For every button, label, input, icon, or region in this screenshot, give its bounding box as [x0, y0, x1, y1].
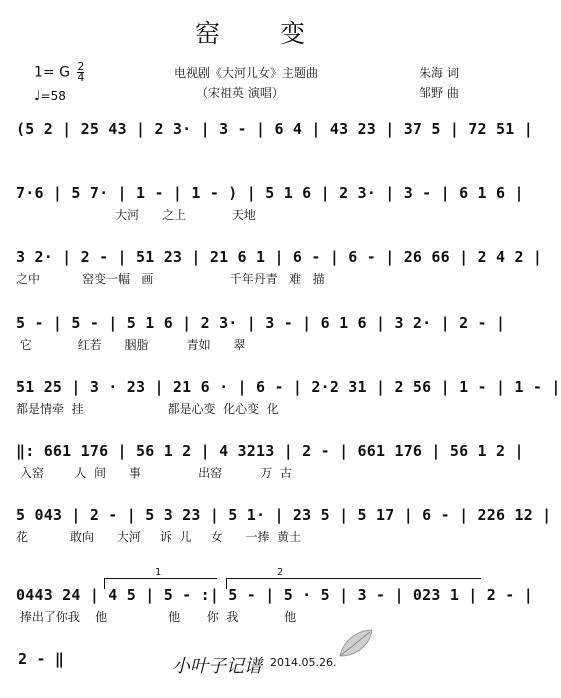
notation: 5 043 | 2 - | 5 3 23 | 5 1· | 23 5 | 5 17 | 6 - | 226 12 | — [16, 506, 552, 524]
lyrics: 花 敢向 大河 诉 儿 女 一捧 黄土 — [16, 530, 302, 544]
staff-line-8 — [16, 584, 533, 634]
key-label: 1= G — [34, 64, 70, 81]
composer-credit: 邹野 曲 — [419, 86, 459, 100]
staff-line-2 — [16, 182, 524, 232]
staff-line-1 — [16, 118, 533, 168]
lyrics: 大河 之上 天地 — [16, 208, 256, 222]
singer-credit: （宋祖英 演唱） — [196, 86, 284, 100]
lyrics: 入窑 人 间 事 出窑 万 古 — [16, 466, 292, 480]
staff-line-3 — [16, 246, 543, 296]
notation: 7·6 | 5 7· | 1 - | 1 - ) | 5 1 6 | 2 3· | 3 - | 6 1 6 | — [16, 184, 524, 202]
quarter-note-icon: ♩ — [34, 88, 41, 104]
first-ending-label: 1 — [155, 567, 162, 578]
second-ending-label: 2 — [277, 567, 284, 578]
leaf-icon — [336, 626, 376, 662]
tempo-value: =58 — [40, 89, 66, 103]
transcriber-signature: 小叶子记谱 — [172, 656, 262, 677]
notation: 3 2· | 2 - | 51 23 | 21 6 1 | 6 - | 6 - | 26 66 | 2 4 2 | — [16, 248, 543, 266]
time-unit: 4 — [77, 71, 85, 84]
lyrics: 捧出了你我 他 他 你 我 他 — [16, 610, 297, 624]
lyrics: 之中 窑变一幅 画 千年丹青 难 描 — [16, 272, 325, 286]
lyrics — [16, 142, 486, 160]
staff-line-7 — [16, 504, 552, 554]
subtitle: 电视剧《大河儿女》主题曲 — [174, 66, 319, 80]
staff-line-6 — [16, 440, 524, 490]
notation: 2 - ‖ — [18, 650, 65, 668]
transcription-date: 2014.05.26. — [270, 656, 337, 669]
key-signature — [34, 62, 84, 83]
lyrics: 它 红若 胭脂 青如 翠 — [16, 338, 246, 352]
staff-line-4 — [16, 312, 506, 362]
lyricist-credit: 朱海 词 — [419, 66, 459, 80]
notation: 51 25 | 3 · 23 | 21 6 · | 6 - | 2·2 31 | 2 56 | 1 - | 1 - | — [16, 378, 561, 396]
notation: (5 2 | 25 43 | 2 3· | 3 - | 6 4 | 43 23 | 37 5 | 72 51 | — [16, 120, 533, 138]
song-title: 窑 变 — [195, 19, 331, 48]
tempo-mark — [34, 88, 66, 104]
staff-line-5 — [16, 376, 561, 426]
lyrics: 都是情牵 挂 都是心变 化心变 化 — [16, 402, 279, 416]
notation: 0443 24 | 4 5 | 5 - :| 5 - | 5 · 5 | 3 - | 023 1 | 2 - | — [16, 586, 533, 604]
notation: 5 - | 5 - | 5 1 6 | 2 3· | 3 - | 6 1 6 | 3 2· | 2 - | — [16, 314, 506, 332]
time-signature — [77, 62, 84, 83]
time-beats: 2 — [77, 60, 85, 73]
notation: ‖: 661 176 | 56 1 2 | 4 3213 | 2 - | 661 176 | 56 1 2 | — [16, 442, 524, 460]
